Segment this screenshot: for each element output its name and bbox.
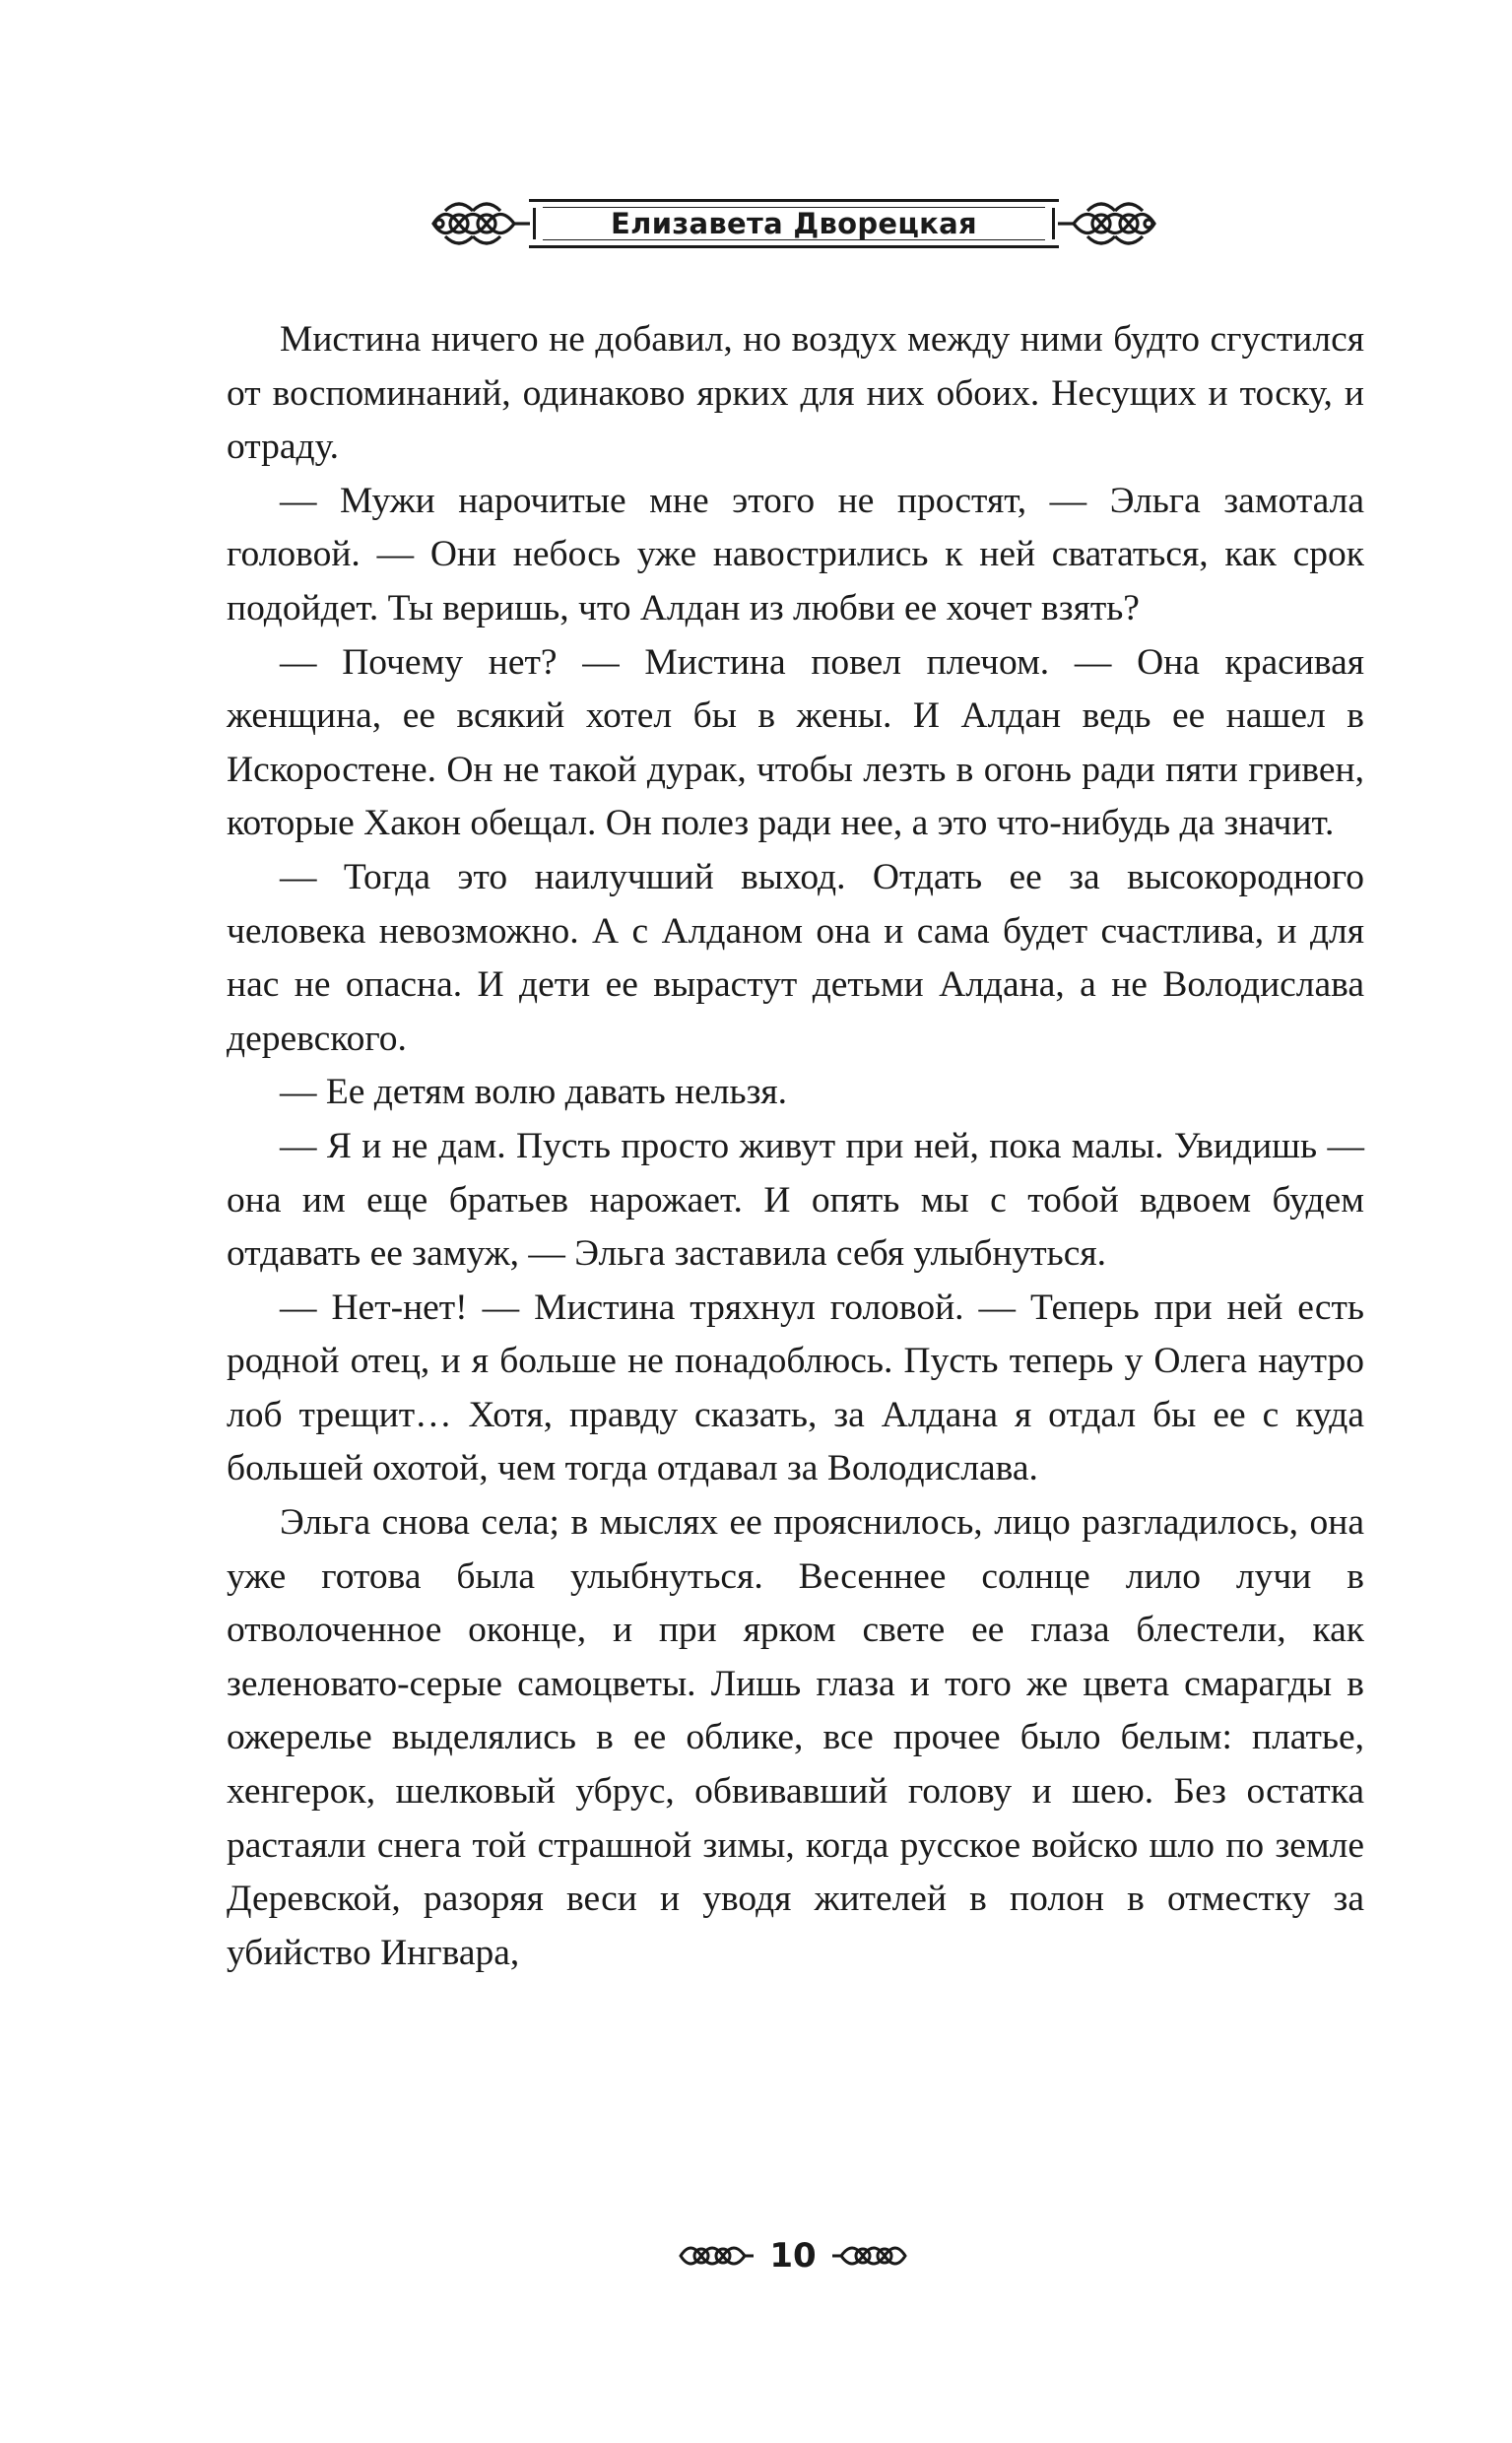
celtic-knot-ornament-icon bbox=[1056, 193, 1162, 254]
paragraph: — Нет-нет! — Мистина тряхнул головой. — Теперь при ней есть родной отец, и я больше не понадоблюсь. Пусть теперь у Олега наутро лоб трещит… Хотя, правду сказать, за Алдана я отдал бы ее с куда большей охотой, чем тогда отдавал за Володислава. bbox=[227, 1287, 1364, 1489]
paragraph: Эльга снова села; в мыслях ее прояснилось, лицо разгладилось, она уже готова была улыбнуться. Весеннее солнце лило лучи в отволоченное оконце, и при ярком свете ее глаза блестели, как зеленовато-серые самоцветы. Лишь глаза и того же цвета смарагды в ожерелье выделялись в ее облике, все прочее было белым: платье, хенгерок, шелковый убрус, обвивавший голову и шею. Без остатка растаяли снега той страшной зимы, когда русское войско шло по земле Деревской, разоряя веси и уводя жителей в полон в отместку за убийство Ингвара, bbox=[227, 1502, 1364, 1973]
celtic-knot-ornament-icon bbox=[830, 2232, 911, 2279]
body-text bbox=[227, 313, 1364, 1980]
paragraph: — Я и не дам. Пусть просто живут при ней, пока малы. Увидишь — она им еще братьев нарожает. И опять мы с тобой вдвоем будем отдавать ее замуж, — Эльга заставила себя улыбнуться. bbox=[227, 1125, 1364, 1275]
celtic-knot-ornament-icon bbox=[675, 2232, 756, 2279]
paragraph: Мистина ничего не добавил, но воздух между ними будто сгустился от воспоминаний, одинаково ярких для них обоих. Несущих и тоску, и отраду. bbox=[227, 319, 1364, 468]
running-header bbox=[426, 189, 1162, 258]
paragraph: — Мужи нарочитые мне этого не простят, — Эльга замотала головой. — Они небось уже навострились к ней свататься, как срок подойдет. Ты веришь, что Алдан из любви ее хочет взять? bbox=[227, 480, 1364, 628]
page-number: 10 bbox=[769, 2236, 817, 2276]
paragraph: — Почему нет? — Мистина повел плечом. — Она красивая женщина, ее всякий хотел бы в жены. И Алдан ведь ее нашел в Искоростене. Он не такой дурак, чтобы лезть в огонь ради пяти гривен, которые Хакон обещал. Он полез ради нее, а это что-нибудь да значит. bbox=[227, 641, 1364, 844]
paragraph: — Ее детям волю давать нельзя. bbox=[280, 1072, 788, 1113]
running-title: Елизавета Дворецкая bbox=[611, 207, 977, 240]
header-frame bbox=[529, 199, 1059, 248]
folio bbox=[670, 2228, 916, 2283]
celtic-knot-ornament-icon bbox=[426, 193, 532, 254]
paragraph: — Тогда это наилучший выход. Отдать ее за высокородного человека невозможно. А с Алданом она и сама будет счастлива, и для нас не опасна. И дети ее вырастут детьми Алдана, а не Володислава деревского. bbox=[227, 856, 1364, 1059]
